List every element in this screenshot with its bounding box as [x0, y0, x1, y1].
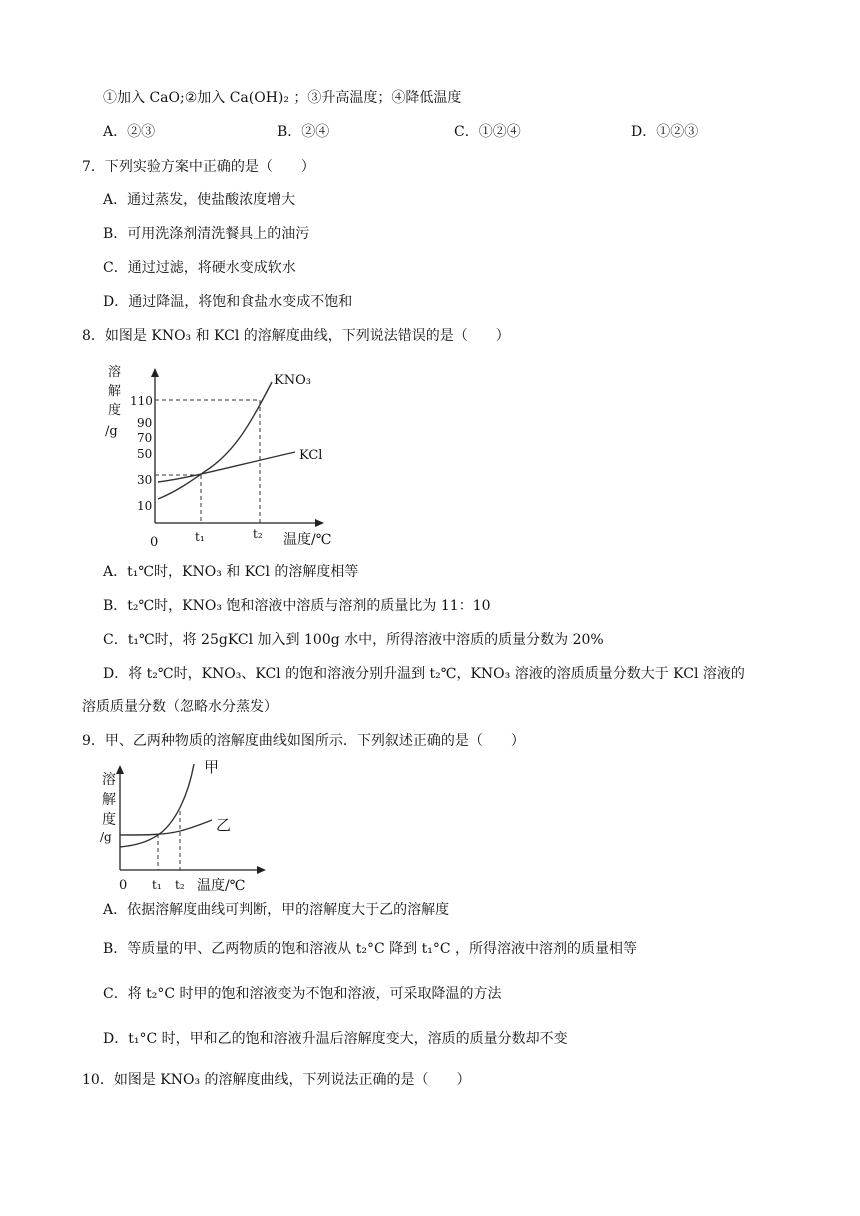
q9-option-a[interactable]: A．依据溶解度曲线可判断，甲的溶解度大于乙的溶解度: [103, 902, 450, 918]
q8-x-arrow: [315, 519, 324, 527]
q9-ylabel-4: /g: [100, 830, 112, 844]
q8-kno3-label: KNO₃: [274, 373, 311, 388]
q9-ylabel-3: 度: [102, 812, 116, 828]
q9-xtick-t1: t₁: [152, 878, 162, 892]
q8-ytick-110: 110: [130, 394, 153, 408]
q7-option-d[interactable]: D．通过降温，将饱和食盐水变成不饱和: [103, 294, 353, 310]
q8-xtick-t1: t₁: [195, 530, 205, 544]
q8-y-arrow: [151, 368, 159, 377]
q8-option-a[interactable]: A．t₁℃时，KNO₃ 和 KCl 的溶解度相等: [103, 564, 359, 580]
q8-stem: 8．如图是 KNO₃ 和 KCl 的溶解度曲线，下列说法错误的是（ ）: [82, 328, 510, 344]
q8-ylabel-2: 解: [108, 384, 122, 399]
q8-ytick-90: 90: [137, 416, 153, 430]
q7-option-c[interactable]: C．通过过滤，将硬水变成软水: [103, 260, 296, 276]
q8-kcl-label: KCl: [299, 448, 323, 463]
q7-stem: 7．下列实验方案中正确的是（ ）: [82, 159, 315, 175]
q8-ytick-70: 70: [137, 431, 153, 445]
q9-ylabel-1: 溶: [102, 772, 116, 788]
q9-yi-label: 乙: [216, 816, 232, 834]
q6-option-a[interactable]: A．②③: [103, 124, 156, 140]
q6-conditions: ①加入 CaO;②加入 Ca(OH)₂ ；③升高温度；④降低温度: [103, 90, 462, 106]
q6-option-d[interactable]: D．①②③: [631, 124, 699, 140]
q8-ytick-30: 30: [137, 473, 153, 487]
q8-xtick-t2: t₂: [253, 527, 263, 541]
q9-option-c[interactable]: C．将 t₂°C 时甲的饱和溶液变为不饱和溶液，可采取降温的方法: [103, 986, 502, 1002]
q9-origin: 0: [119, 878, 128, 893]
q8-ytick-10: 10: [137, 499, 153, 513]
q8-solubility-chart: [100, 360, 350, 555]
q7-option-b[interactable]: B．可用洗涤剂清洗餐具上的油污: [103, 226, 310, 242]
q8-option-d-continued: 溶质质量分数（忽略水分蒸发）: [82, 699, 278, 715]
q10-stem: 10．如图是 KNO₃ 的溶解度曲线，下列说法正确的是（ ）: [82, 1072, 471, 1088]
q9-option-d[interactable]: D．t₁°C 时，甲和乙的饱和溶液升温后溶解度变大，溶质的质量分数却不变: [103, 1031, 568, 1047]
q9-xtick-t2: t₂: [175, 878, 185, 892]
q8-option-d[interactable]: D．将 t₂℃时，KNO₃、KCl 的饱和溶液分别升温到 t₂℃，KNO₃ 溶液的溶质质量分数大于 KCl 溶液的: [103, 666, 745, 682]
q8-xlabel: 温度/℃: [283, 532, 332, 548]
q8-option-c[interactable]: C．t₁℃时，将 25gKCl 加入到 100g 水中，所得溶液中溶质的质量分数为 20%: [103, 632, 604, 648]
q9-xlabel: 温度/℃: [197, 878, 246, 894]
q8-ylabel-1: 溶: [108, 365, 122, 380]
q6-option-c[interactable]: C．①②④: [454, 124, 521, 140]
q9-x-arrow: [257, 866, 266, 874]
q9-option-b[interactable]: B．等质量的甲、乙两物质的饱和溶液从 t₂°C 降到 t₁°C ，所得溶液中溶剂的质量相等: [103, 941, 637, 957]
q8-option-b[interactable]: B．t₂℃时，KNO₃ 饱和溶液中溶质与溶剂的质量比为 11：10: [103, 598, 491, 614]
q8-kcl-curve: [158, 452, 295, 482]
q8-ylabel-3: 度: [108, 403, 122, 418]
q8-ylabel-4: /g: [105, 424, 118, 439]
q9-jia-label: 甲: [204, 758, 220, 776]
q7-option-a[interactable]: A．通过蒸发，使盐酸浓度增大: [103, 192, 296, 208]
q9-ylabel-2: 解: [102, 792, 116, 808]
q9-y-arrow: [116, 765, 124, 774]
q8-ytick-50: 50: [137, 447, 153, 461]
q9-solubility-chart: [100, 758, 270, 898]
q9-stem: 9．甲、乙两种物质的溶解度曲线如图所示．下列叙述正确的是（ ）: [82, 733, 525, 749]
q6-option-b[interactable]: B．②④: [277, 124, 330, 140]
q8-origin: 0: [150, 535, 159, 550]
